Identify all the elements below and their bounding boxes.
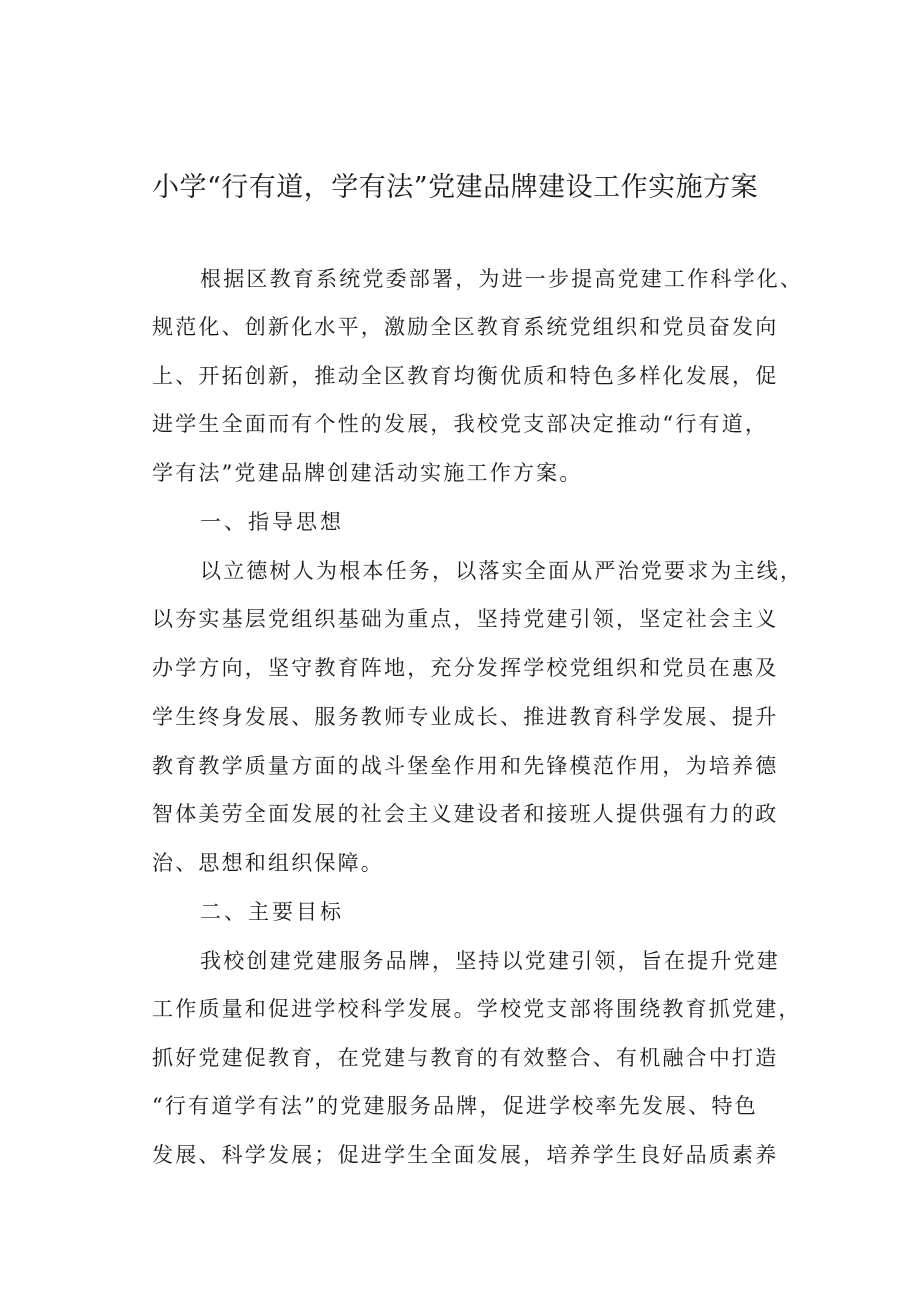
- section2-line-5: 发展、科学发展；促进学生全面发展，培养学生良好品质素养: [152, 1143, 779, 1167]
- section1-line-5: 教育教学质量方面的战斗堡垒作用和先锋模范作用，为培养德: [152, 754, 779, 778]
- intro-line-5: 学有法”党建品牌创建活动实施工作方案。: [152, 461, 583, 485]
- intro-line-4: 进学生全面而有个性的发展，我校党支部决定推动“行有道，: [152, 412, 769, 436]
- intro-line-1: 根据区教育系统党委部署，为进一步提高党建工作科学化、: [200, 267, 804, 291]
- section1-line-4: 学生终身发展、服务教师专业成长、推进教育科学发展、提升: [152, 705, 779, 729]
- section2-heading: 二、主要目标: [200, 900, 344, 924]
- document-title: 小学“行有道，学有法”党建品牌建设工作实施方案: [152, 172, 759, 203]
- section1-heading: 一、指导思想: [200, 510, 344, 534]
- section2-line-3: 抓好党建促教育，在党建与教育的有效整合、有机融合中打造: [152, 1046, 779, 1070]
- intro-line-2: 规范化、创新化水平，激励全区教育系统党组织和党员奋发向: [152, 315, 779, 339]
- intro-line-3: 上、开拓创新，推动全区教育均衡优质和特色多样化发展，促: [152, 364, 779, 388]
- section1-line-3: 办学方向，坚守教育阵地，充分发挥学校党组织和党员在惠及: [152, 656, 779, 680]
- section1-line-2: 以夯实基层党组织基础为重点，坚持党建引领，坚定社会主义: [152, 607, 779, 631]
- section1-line-1: 以立德树人为根本任务，以落实全面从严治党要求为主线，: [200, 559, 804, 583]
- section2-line-1: 我校创建党建服务品牌，坚持以党建引领，旨在提升党建: [200, 949, 780, 973]
- section1-line-7: 治、思想和组织保障。: [152, 851, 384, 875]
- section1-line-6: 智体美劳全面发展的社会主义建设者和接班人提供强有力的政: [152, 802, 779, 826]
- section2-line-4: “行有道学有法”的党建服务品牌，促进学校率先发展、特色: [152, 1094, 758, 1118]
- section2-line-2: 工作质量和促进学校科学发展。学校党支部将围绕教育抓党建，: [152, 997, 802, 1021]
